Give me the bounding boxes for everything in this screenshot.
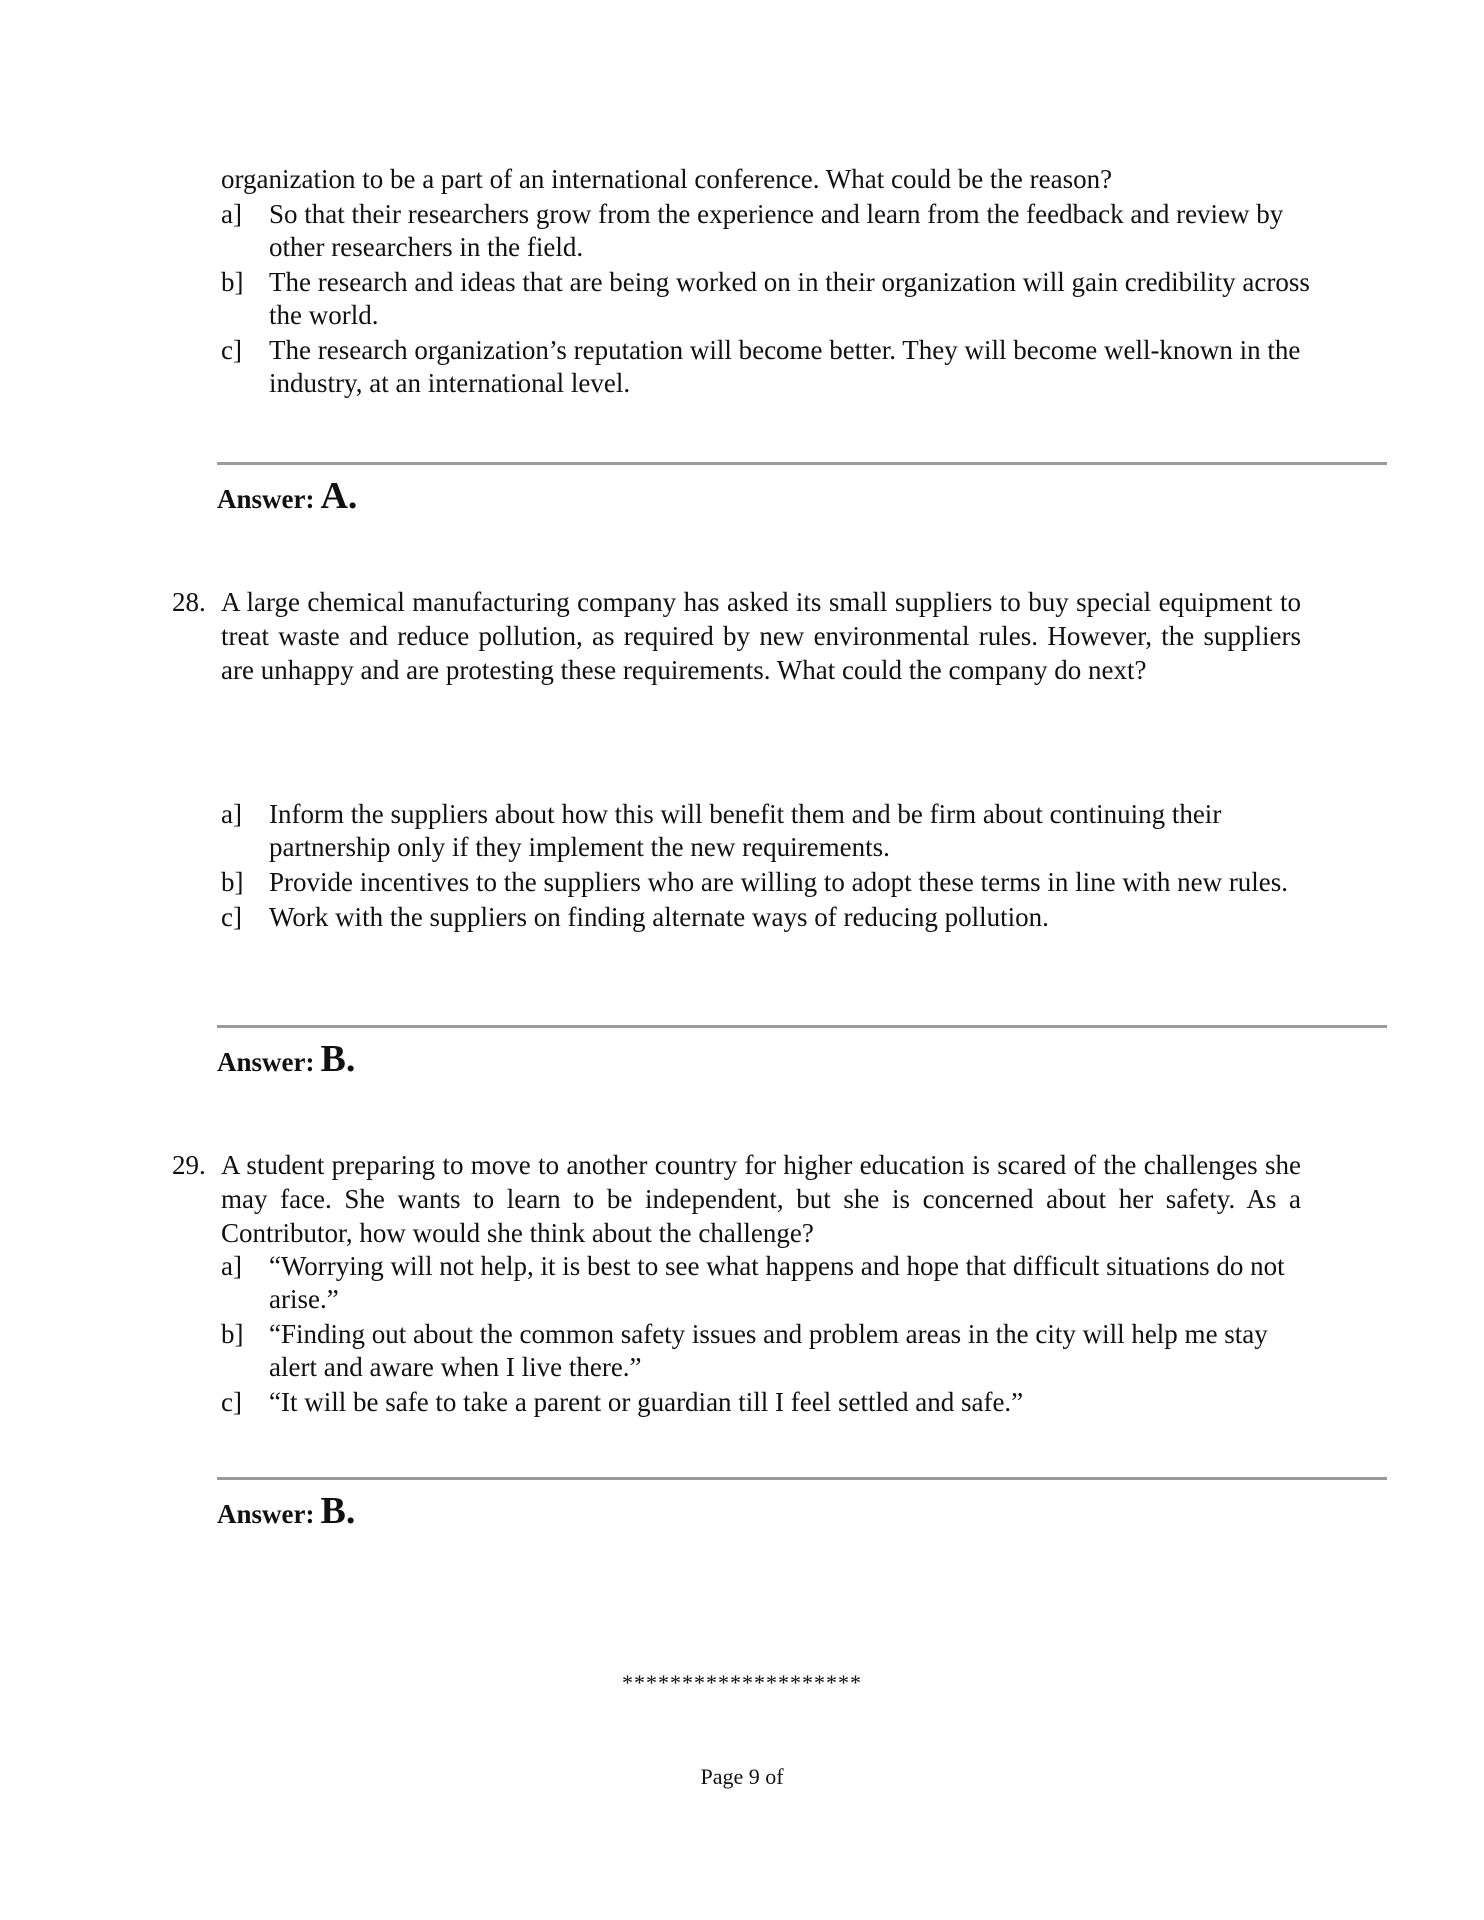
option-letter: b] [221, 267, 244, 297]
option-text: Provide incentives to the suppliers who are willing to adopt these terms in line with new rules. [269, 867, 1289, 897]
option-letter: c] [221, 902, 242, 932]
answer-label: Answer: [217, 1047, 315, 1077]
question-text: A large chemical manufacturing company has asked its small suppliers to buy special equipment to treat waste and reduce pollution, as required by new environmental rules. However, the suppliers are unhappy and are protesting these requirements. What could the company do next? [221, 587, 1301, 685]
question-28-options [221, 798, 1321, 936]
option-a [221, 1250, 1321, 1316]
option-c [221, 901, 1321, 934]
option-c [221, 1386, 1321, 1419]
option-letter: a] [221, 1251, 242, 1281]
question-number: 28. [172, 587, 206, 617]
option-text: “Worrying will not help, it is best to see what happens and hope that difficult situations do not arise.” [269, 1251, 1285, 1314]
option-letter: b] [221, 867, 244, 897]
divider-rule [217, 1025, 1387, 1028]
option-text: The research organization’s reputation will become better. They will become well-known in the industry, at an international level. [269, 335, 1301, 398]
option-letter: c] [221, 1387, 242, 1417]
answer-28 [217, 1037, 355, 1081]
option-b [221, 866, 1321, 899]
option-text: Work with the suppliers on finding alternate ways of reducing pollution. [269, 902, 1049, 932]
option-text: “It will be safe to take a parent or guardian till I feel settled and safe.” [269, 1387, 1024, 1417]
answer-label: Answer: [217, 1499, 315, 1529]
option-text: The research and ideas that are being worked on in their organization will gain credibility across the world. [269, 267, 1310, 330]
option-a [221, 798, 1321, 864]
answer-value: B. [320, 1490, 356, 1532]
option-letter: a] [221, 799, 242, 829]
page-footer: Page 9 of [700, 1764, 784, 1789]
option-a [221, 198, 1321, 264]
option-letter: b] [221, 1319, 244, 1349]
question-29-options [221, 1250, 1321, 1421]
answer-27 [217, 474, 357, 518]
option-text: So that their researchers grow from the experience and learn from the feedback and review by other researchers in the field. [269, 199, 1284, 262]
option-text: “Finding out about the common safety issues and problem areas in the city will help me stay alert and aware when I live there.” [269, 1319, 1268, 1382]
question-27-options [221, 198, 1321, 402]
divider-rule [217, 1477, 1387, 1480]
option-b [221, 1318, 1321, 1384]
option-b [221, 266, 1321, 332]
option-letter: c] [221, 335, 242, 365]
answer-29 [217, 1489, 355, 1533]
option-text: Inform the suppliers about how this will benefit them and be firm about continuing their partnership only if they implement the new requirements. [269, 799, 1222, 862]
answer-label: Answer: [217, 484, 315, 514]
divider-rule [217, 462, 1387, 465]
end-marker: ******************** [622, 1670, 862, 1695]
option-c [221, 334, 1321, 400]
answer-value: B. [320, 1038, 356, 1080]
question-number: 29. [172, 1150, 206, 1180]
option-letter: a] [221, 199, 242, 229]
question-text: A student preparing to move to another country for higher education is scared of the challenges she may face. She wants to learn to be independent, but she is concerned about her safety. As a Contributor, how would she think about the challenge? [221, 1150, 1301, 1248]
question-27-stem-continuation: organization to be a part of an international conference. What could be the reason? [221, 164, 1113, 194]
answer-value: A. [320, 475, 358, 517]
